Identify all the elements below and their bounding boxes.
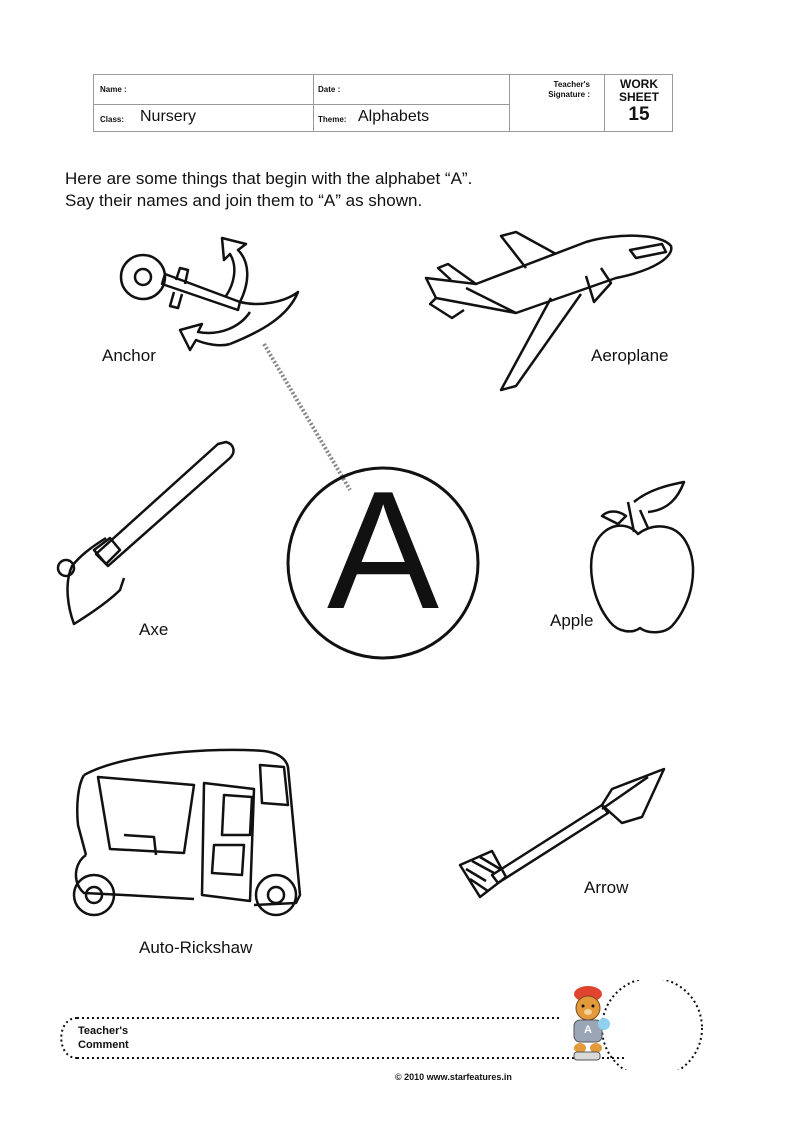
auto-rickshaw-icon <box>64 745 310 925</box>
arrow-icon <box>452 765 668 903</box>
axe-icon <box>50 438 240 630</box>
center-letter: A <box>326 456 440 644</box>
class-value: Nursery <box>140 108 197 125</box>
name-label: Name : <box>100 85 127 94</box>
mascot-badge-letter: A <box>584 1024 592 1036</box>
apple-icon <box>588 480 703 640</box>
teacher-signature-label: Teacher's Signature : <box>548 80 590 99</box>
instruction-line-1: Here are some things that begin with the alphabet “A”. <box>65 169 473 188</box>
teacher-comment-label: Teacher's Comment <box>78 1025 129 1051</box>
aeroplane-label: Aeroplane <box>591 346 669 365</box>
copyright-text: © 2010 www.starfeatures.in <box>395 1072 512 1082</box>
header-table <box>93 74 673 132</box>
axe-label: Axe <box>139 620 169 639</box>
worksheet-number: 15 <box>628 104 650 125</box>
instruction-line-2: Say their names and join them to “A” as shown. <box>65 191 423 210</box>
instructions <box>65 168 472 212</box>
worksheet-badge: WORK SHEET 15 <box>605 78 673 126</box>
apple-label: Apple <box>550 611 594 630</box>
anchor-label: Anchor <box>102 346 156 365</box>
theme-value: Alphabets <box>358 108 430 125</box>
date-label: Date : <box>318 85 341 94</box>
class-label: Class: <box>100 115 125 124</box>
auto-rickshaw-label: Auto-Rickshaw <box>139 938 253 957</box>
theme-label: Theme: <box>318 115 347 124</box>
arrow-label: Arrow <box>584 878 629 897</box>
